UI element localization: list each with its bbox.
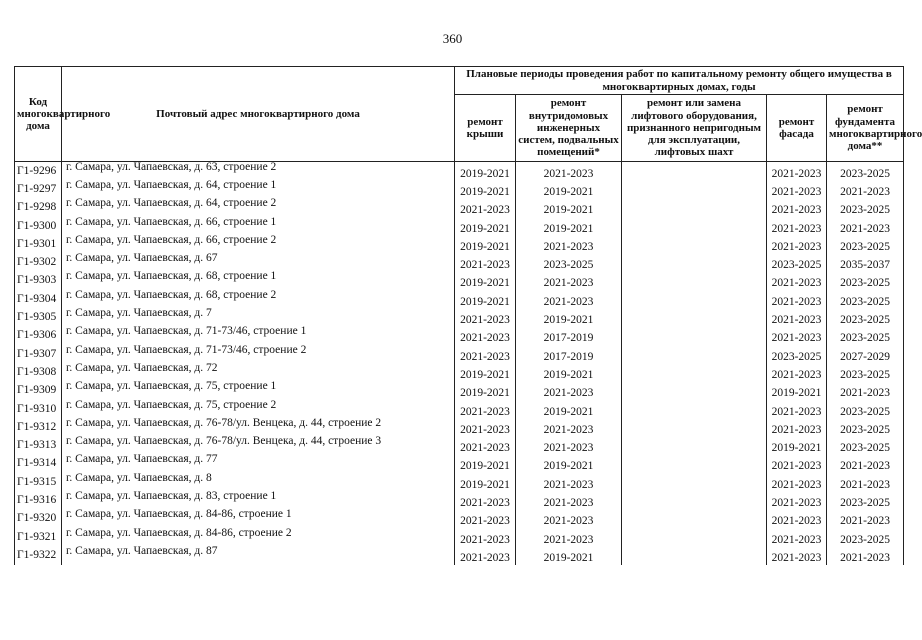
row-lift-period <box>622 421 767 439</box>
row-code: Г1-9308 <box>15 363 62 381</box>
row-lift-period <box>622 165 767 184</box>
row-foundation-period: 2021-2023 <box>827 183 904 201</box>
row-lift-period <box>622 348 767 366</box>
row-lift-period <box>622 531 767 549</box>
row-roof-period: 2021-2023 <box>455 531 516 549</box>
row-roof-period: 2019-2021 <box>455 476 516 494</box>
row-code: Г1-9322 <box>15 546 62 564</box>
row-roof-period: 2019-2021 <box>455 293 516 311</box>
row-address: г. Самара, ул. Чапаевская, д. 76-78/ул. Венцека, д. 44, строение 3 <box>62 432 455 450</box>
row-code: Г1-9315 <box>15 473 62 491</box>
row-lift-period <box>622 183 767 201</box>
row-roof-period: 2019-2021 <box>455 238 516 256</box>
row-address: г. Самара, ул. Чапаевская, д. 64, строение 2 <box>62 195 455 213</box>
row-facade-period: 2023-2025 <box>767 256 827 274</box>
row-systems-period: 2021-2023 <box>516 238 622 256</box>
header-lift: ремонт или замена лифтового оборудования, признанного непригодным для эксплуатации, лифтовых шахт <box>622 95 767 162</box>
row-foundation-period: 2023-2025 <box>827 165 904 184</box>
row-foundation-period: 2021-2023 <box>827 549 904 567</box>
row-code: Г1-9306 <box>15 327 62 345</box>
header-systems: ремонт внутридомовых инженерных систем, подвальных помещений* <box>516 95 622 162</box>
row-code: Г1-9297 <box>15 180 62 198</box>
row-lift-period <box>622 275 767 293</box>
row-systems-period: 2019-2021 <box>516 202 622 220</box>
row-foundation-period: 2023-2025 <box>827 494 904 512</box>
row-code: Г1-9298 <box>15 199 62 217</box>
row-code: Г1-9307 <box>15 345 62 363</box>
row-roof-period: 2019-2021 <box>455 165 516 184</box>
row-lift-period <box>622 330 767 348</box>
row-foundation-period: 2023-2025 <box>827 311 904 329</box>
row-roof-period: 2021-2023 <box>455 311 516 329</box>
row-roof-period: 2021-2023 <box>455 549 516 567</box>
row-lift-period <box>622 513 767 531</box>
row-systems-period: 2021-2023 <box>516 476 622 494</box>
row-facade-period: 2021-2023 <box>767 238 827 256</box>
row-systems-period: 2021-2023 <box>516 531 622 549</box>
row-roof-period: 2021-2023 <box>455 348 516 366</box>
row-address: г. Самара, ул. Чапаевская, д. 87 <box>62 542 455 560</box>
row-facade-period: 2021-2023 <box>767 220 827 238</box>
row-code: Г1-9320 <box>15 510 62 528</box>
row-address: г. Самара, ул. Чапаевская, д. 8 <box>62 469 455 487</box>
row-foundation-period: 2023-2025 <box>827 202 904 220</box>
row-code: Г1-9316 <box>15 491 62 509</box>
row-address: г. Самара, ул. Чапаевская, д. 76-78/ул. Венцека, д. 44, строение 2 <box>62 414 455 432</box>
row-roof-period: 2019-2021 <box>455 458 516 476</box>
row-address: г. Самара, ул. Чапаевская, д. 68, строение 2 <box>62 286 455 304</box>
row-lift-period <box>622 385 767 403</box>
row-systems-period: 2021-2023 <box>516 421 622 439</box>
row-facade-period: 2021-2023 <box>767 202 827 220</box>
row-lift-period <box>622 238 767 256</box>
row-foundation-period: 2023-2025 <box>827 238 904 256</box>
row-code: Г1-9304 <box>15 290 62 308</box>
row-lift-period <box>622 439 767 457</box>
row-systems-period: 2019-2021 <box>516 366 622 384</box>
row-roof-period: 2019-2021 <box>455 366 516 384</box>
row-address: г. Самара, ул. Чапаевская, д. 71-73/46, строение 2 <box>62 341 455 359</box>
row-facade-period: 2021-2023 <box>767 275 827 293</box>
row-lift-period <box>622 549 767 567</box>
row-roof-period: 2021-2023 <box>455 403 516 421</box>
row-address: г. Самара, ул. Чапаевская, д. 72 <box>62 359 455 377</box>
row-foundation-period: 2023-2025 <box>827 275 904 293</box>
row-systems-period: 2017-2019 <box>516 348 622 366</box>
row-code: Г1-9321 <box>15 528 62 546</box>
header-code: Код многоквартирного дома <box>15 67 62 162</box>
row-roof-period: 2021-2023 <box>455 330 516 348</box>
table-row <box>15 546 904 564</box>
row-systems-period: 2023-2025 <box>516 256 622 274</box>
row-facade-period: 2023-2025 <box>767 348 827 366</box>
header-roof: ремонт крыши <box>455 95 516 162</box>
row-systems-period: 2019-2021 <box>516 458 622 476</box>
row-roof-period: 2021-2023 <box>455 494 516 512</box>
row-code: Г1-9310 <box>15 400 62 418</box>
row-roof-period: 2019-2021 <box>455 220 516 238</box>
row-foundation-period: 2035-2037 <box>827 256 904 274</box>
row-facade-period: 2021-2023 <box>767 549 827 567</box>
row-lift-period <box>622 202 767 220</box>
row-lift-period <box>622 366 767 384</box>
row-roof-period: 2021-2023 <box>455 439 516 457</box>
row-code: Г1-9309 <box>15 382 62 400</box>
row-address: г. Самара, ул. Чапаевская, д. 71-73/46, строение 1 <box>62 323 455 341</box>
row-systems-period: 2017-2019 <box>516 330 622 348</box>
row-facade-period: 2021-2023 <box>767 458 827 476</box>
row-address: г. Самара, ул. Чапаевская, д. 77 <box>62 451 455 469</box>
row-facade-period: 2021-2023 <box>767 403 827 421</box>
row-facade-period: 2021-2023 <box>767 330 827 348</box>
row-foundation-period: 2021-2023 <box>827 385 904 403</box>
row-foundation-period: 2023-2025 <box>827 330 904 348</box>
header-address: Почтовый адрес многоквартирного дома <box>62 67 455 162</box>
row-foundation-period: 2023-2025 <box>827 421 904 439</box>
row-facade-period: 2021-2023 <box>767 421 827 439</box>
row-foundation-period: 2021-2023 <box>827 513 904 531</box>
row-address: г. Самара, ул. Чапаевская, д. 7 <box>62 304 455 322</box>
page-number: 360 <box>442 31 463 46</box>
row-systems-period: 2019-2021 <box>516 403 622 421</box>
row-code: Г1-9302 <box>15 253 62 271</box>
row-lift-period <box>622 293 767 311</box>
row-systems-period: 2019-2021 <box>516 183 622 201</box>
row-address: г. Самара, ул. Чапаевская, д. 68, строение 1 <box>62 268 455 286</box>
row-address: г. Самара, ул. Чапаевская, д. 83, строение 1 <box>62 487 455 505</box>
row-systems-period: 2019-2021 <box>516 311 622 329</box>
row-systems-period: 2021-2023 <box>516 385 622 403</box>
row-systems-period: 2021-2023 <box>516 165 622 184</box>
row-lift-period <box>622 494 767 512</box>
row-lift-period <box>622 220 767 238</box>
header-foundation: ремонт фундамента многоквартирного дома** <box>827 95 904 162</box>
row-facade-period: 2021-2023 <box>767 366 827 384</box>
row-lift-period <box>622 403 767 421</box>
row-facade-period: 2019-2021 <box>767 385 827 403</box>
row-foundation-period: 2021-2023 <box>827 458 904 476</box>
row-facade-period: 2021-2023 <box>767 531 827 549</box>
row-facade-period: 2021-2023 <box>767 293 827 311</box>
capital-repair-schedule-table <box>14 66 922 565</box>
row-roof-period: 2019-2021 <box>455 183 516 201</box>
table-header <box>15 67 922 162</box>
row-address: г. Самара, ул. Чапаевская, д. 75, строение 2 <box>62 396 455 414</box>
header-facade: ремонт фасада <box>767 95 827 162</box>
row-lift-period <box>622 256 767 274</box>
row-roof-period: 2021-2023 <box>455 513 516 531</box>
row-address: г. Самара, ул. Чапаевская, д. 66, строение 1 <box>62 213 455 231</box>
row-facade-period: 2021-2023 <box>767 494 827 512</box>
row-facade-period: 2021-2023 <box>767 165 827 184</box>
row-lift-period <box>622 311 767 329</box>
row-facade-period: 2019-2021 <box>767 439 827 457</box>
header-periods-group: Плановые периоды проведения работ по капитальному ремонту общего имущества в многоквартирных домах, годы <box>455 67 904 95</box>
row-code: Г1-9305 <box>15 308 62 326</box>
row-code: Г1-9301 <box>15 235 62 253</box>
row-foundation-period: 2023-2025 <box>827 366 904 384</box>
row-systems-period: 2019-2021 <box>516 549 622 567</box>
row-systems-period: 2021-2023 <box>516 275 622 293</box>
row-foundation-period: 2023-2025 <box>827 531 904 549</box>
row-code: Г1-9300 <box>15 217 62 235</box>
row-systems-period: 2019-2021 <box>516 220 622 238</box>
row-roof-period: 2021-2023 <box>455 202 516 220</box>
row-facade-period: 2021-2023 <box>767 183 827 201</box>
row-foundation-period: 2023-2025 <box>827 403 904 421</box>
row-systems-period: 2021-2023 <box>516 494 622 512</box>
row-foundation-period: 2027-2029 <box>827 348 904 366</box>
row-systems-period: 2021-2023 <box>516 439 622 457</box>
row-code: Г1-9303 <box>15 272 62 290</box>
row-code: Г1-9313 <box>15 436 62 454</box>
row-systems-period: 2021-2023 <box>516 513 622 531</box>
row-foundation-period: 2023-2025 <box>827 293 904 311</box>
table-body <box>15 162 904 565</box>
row-roof-period: 2021-2023 <box>455 421 516 439</box>
row-address: г. Самара, ул. Чапаевская, д. 84-86, строение 2 <box>62 524 455 542</box>
row-foundation-period: 2021-2023 <box>827 220 904 238</box>
row-roof-period: 2019-2021 <box>455 275 516 293</box>
row-code: Г1-9314 <box>15 455 62 473</box>
row-facade-period: 2021-2023 <box>767 513 827 531</box>
row-code: Г1-9296 <box>15 162 62 181</box>
row-address: г. Самара, ул. Чапаевская, д. 67 <box>62 249 455 267</box>
row-systems-period: 2021-2023 <box>516 293 622 311</box>
row-foundation-period: 2021-2023 <box>827 476 904 494</box>
row-facade-period: 2021-2023 <box>767 476 827 494</box>
row-roof-period: 2019-2021 <box>455 385 516 403</box>
row-address: г. Самара, ул. Чапаевская, д. 63, строение 2 <box>62 158 455 177</box>
row-code: Г1-9312 <box>15 418 62 436</box>
row-address: г. Самара, ул. Чапаевская, д. 84-86, строение 1 <box>62 506 455 524</box>
row-address: г. Самара, ул. Чапаевская, д. 75, строение 1 <box>62 378 455 396</box>
row-facade-period: 2021-2023 <box>767 311 827 329</box>
row-roof-period: 2021-2023 <box>455 256 516 274</box>
row-address: г. Самара, ул. Чапаевская, д. 64, строение 1 <box>62 176 455 194</box>
row-address: г. Самара, ул. Чапаевская, д. 66, строение 2 <box>62 231 455 249</box>
row-lift-period <box>622 458 767 476</box>
row-lift-period <box>622 476 767 494</box>
row-foundation-period: 2023-2025 <box>827 439 904 457</box>
